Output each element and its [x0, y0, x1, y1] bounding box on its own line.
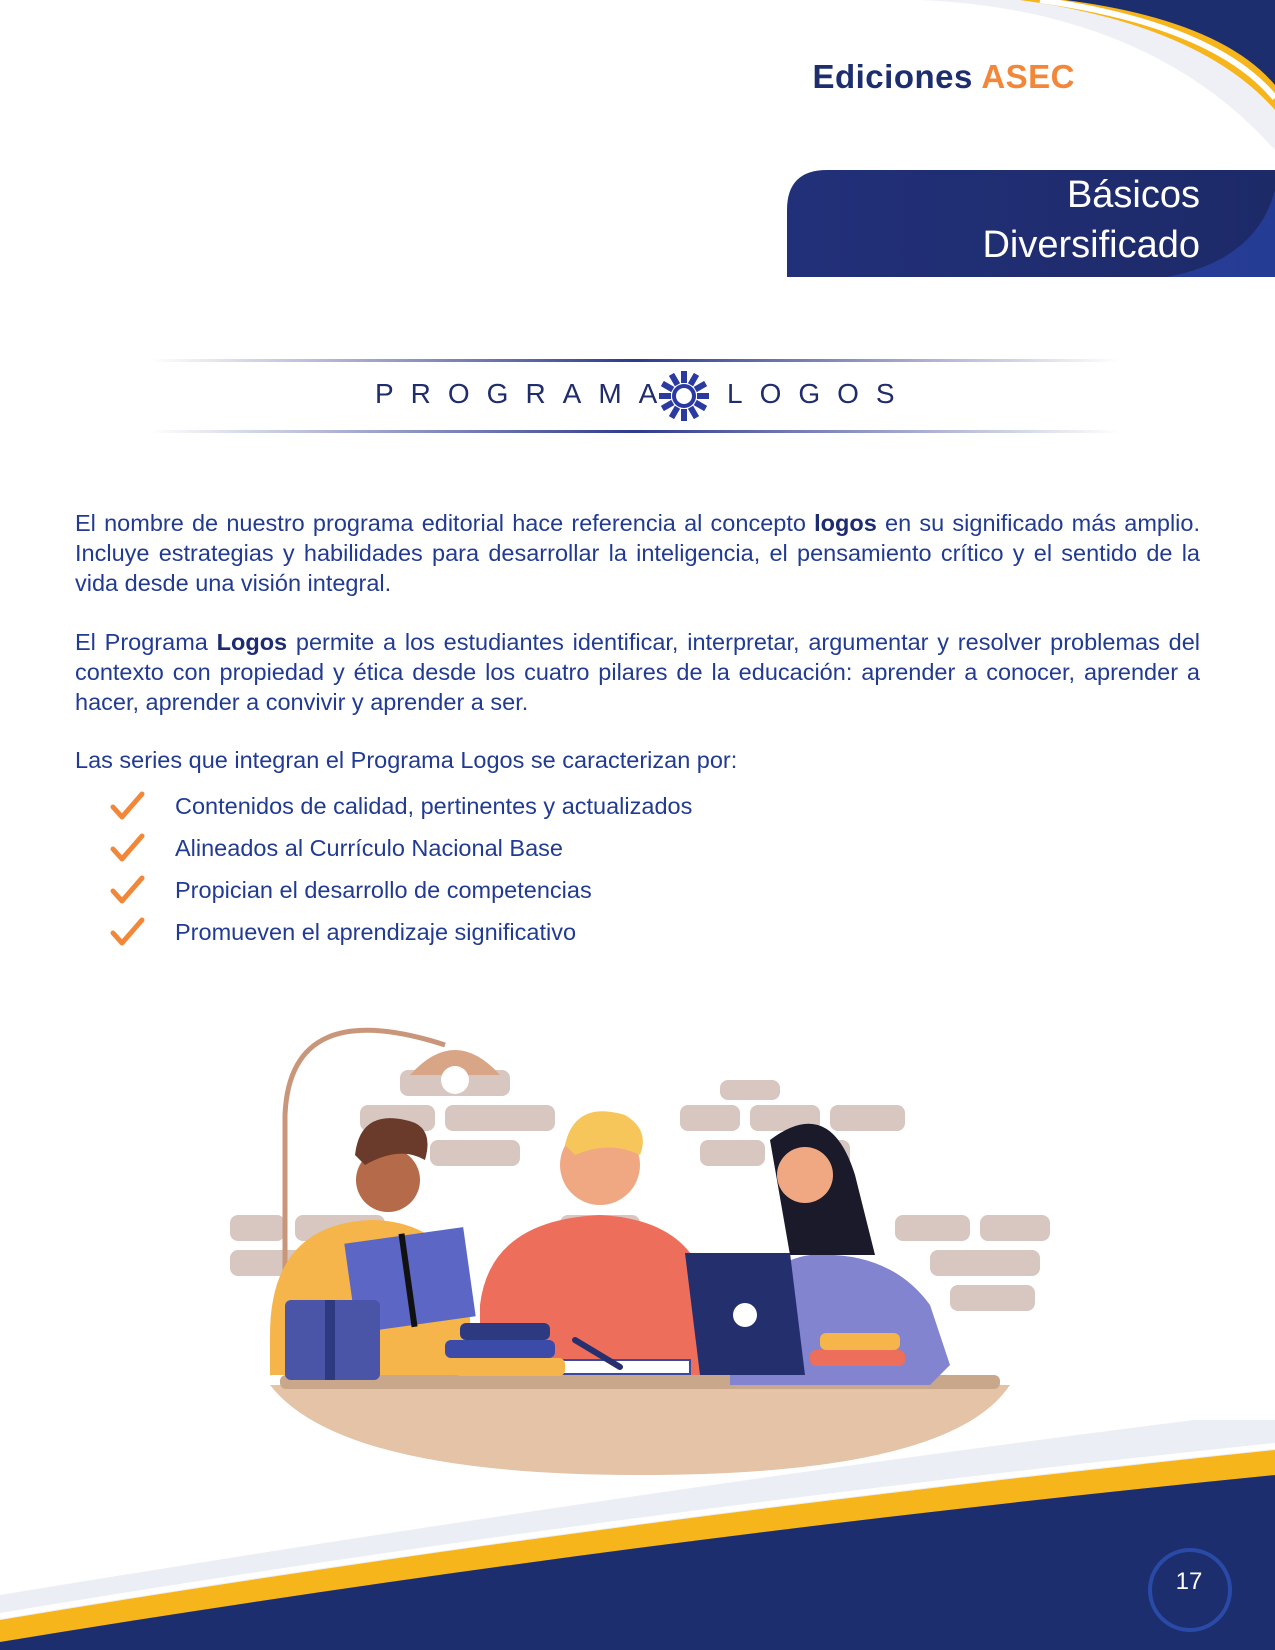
level-line-basicos: Básicos: [1066, 174, 1200, 216]
list-item: [110, 785, 692, 827]
para2-text-b: permite a los estudiantes identificar, interpretar, argumentar y resolver problemas del contexto con propiedad y ética desde los cuatro pilares de la educación: aprender a conocer, aprender a hacer, aprender a convivir y aprender a ser.: [75, 629, 1200, 715]
para1-text-a: El nombre de nuestro programa editorial hace referencia al concepto: [75, 510, 815, 536]
level-label: [982, 170, 1200, 270]
para1-bold: logos: [814, 510, 877, 536]
level-line-diversificado: Diversificado: [982, 224, 1200, 266]
program-word: PROGRAMA: [375, 378, 675, 409]
para1-text-b: en su significado más amplio. Incluye estrategias y habilidades para desarrollar la inteligencia, el pensamiento crítico y el sentido de la vida desde una visión integral.: [75, 510, 1201, 596]
feature-text: Contenidos de calidad, pertinentes y actualizados: [175, 792, 693, 819]
feature-text: Propician el desarrollo de competencias: [175, 876, 592, 903]
para2-bold: Logos: [216, 629, 288, 655]
list-item: [110, 827, 692, 869]
features-list: [110, 785, 692, 953]
brand-prefix: Ediciones: [812, 58, 973, 95]
brand-logo: [812, 58, 1075, 96]
page-number: 17: [1175, 1568, 1203, 1595]
top-rule: [150, 359, 1120, 362]
brand-accent: ASEC: [981, 58, 1075, 95]
footer-wave-decoration: [0, 1420, 1275, 1650]
students-studying-illustration: [230, 1005, 1050, 1475]
check-icon: [110, 791, 145, 821]
check-icon: [110, 875, 145, 905]
para2-text-a: El Programa: [75, 629, 217, 655]
check-icon: [110, 917, 145, 947]
feature-text: Alineados al Currículo Nacional Base: [175, 834, 563, 861]
paragraph-program-description: [75, 627, 1200, 717]
paragraph-logos-concept: [75, 508, 1200, 598]
logos-word: LOGOS: [727, 378, 912, 409]
feature-text: Promueven el aprendizaje significativo: [175, 918, 577, 945]
bottom-rule: [150, 430, 1120, 433]
list-item: [110, 869, 692, 911]
list-item: [110, 911, 692, 953]
features-intro: Las series que integran el Programa Logos se caracterizan por:: [75, 747, 738, 773]
check-icon: [110, 833, 145, 863]
